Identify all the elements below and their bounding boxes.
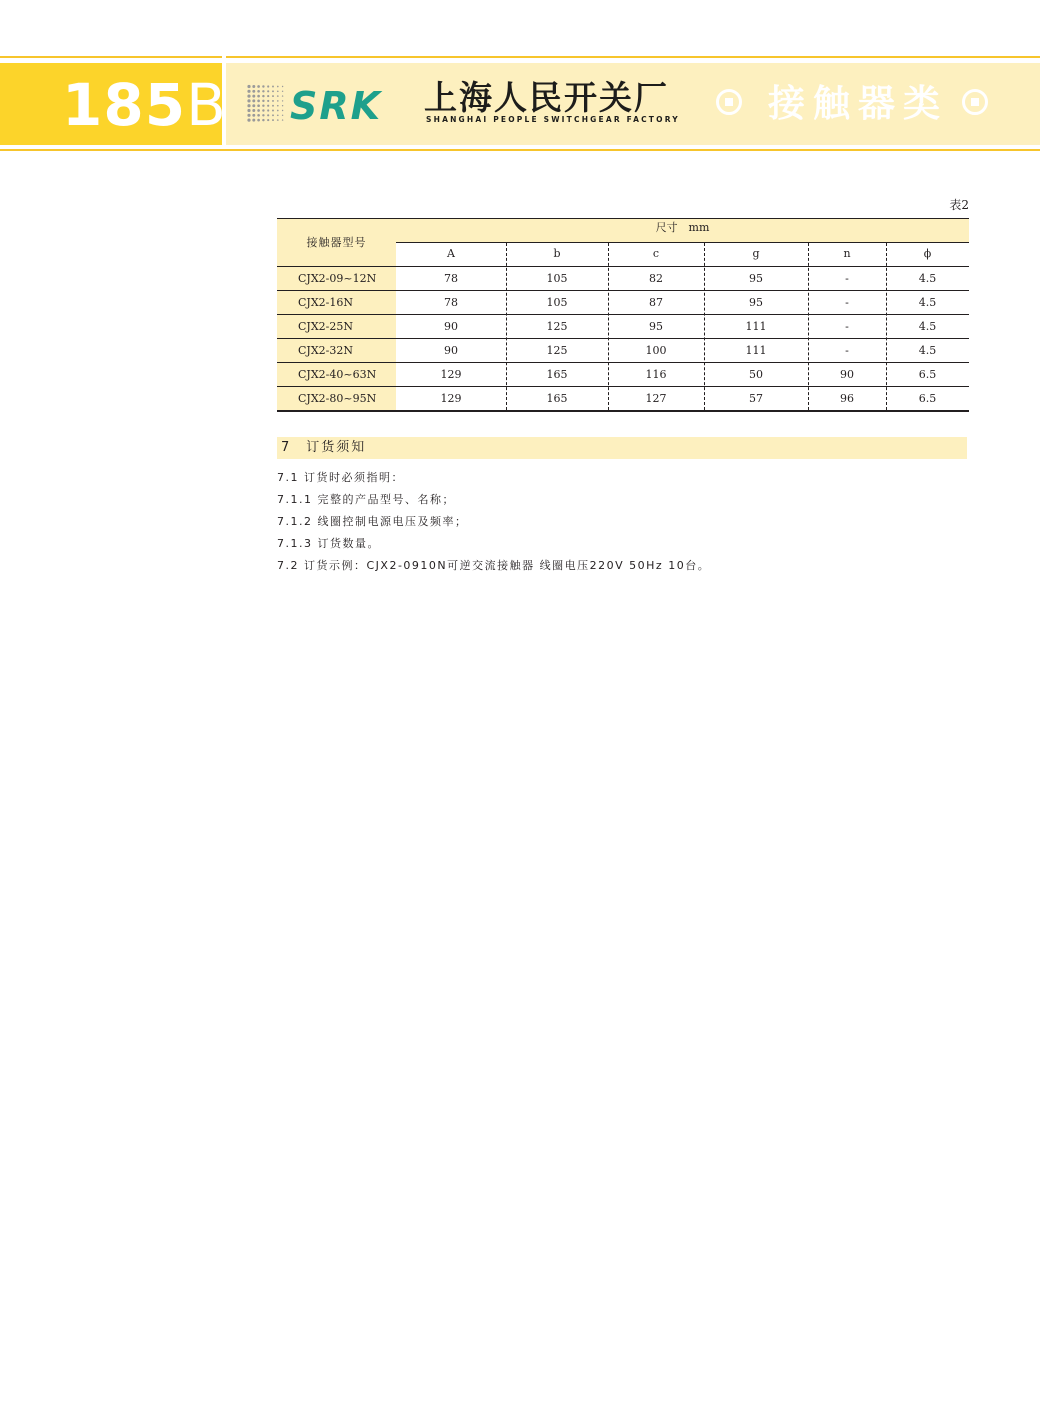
- table-cell: 90: [444, 344, 458, 357]
- column-header: A: [447, 247, 455, 260]
- column-header: ϕ: [923, 247, 932, 260]
- table-rule: [277, 410, 969, 412]
- category-title: 接触器类: [768, 82, 948, 125]
- company-name-cn: 上海人民开关厂: [424, 78, 669, 117]
- table-rule: [277, 362, 969, 363]
- column-header: b: [553, 247, 561, 260]
- table-cell: 50: [749, 368, 763, 381]
- table-rule: [396, 242, 969, 243]
- company-name-en: SHANGHAI PEOPLE SWITCHGEAR FACTORY: [426, 115, 680, 124]
- table-rule: [277, 266, 969, 267]
- page-number: 185B: [62, 71, 227, 139]
- model-cell: CJX2-40~63N: [277, 363, 396, 386]
- column-separator: [608, 243, 609, 410]
- column-header: n: [843, 247, 851, 260]
- ordering-line: 7.1 订货时必须指明：: [277, 471, 404, 484]
- table-cell: 87: [649, 296, 663, 309]
- table-rule: [277, 290, 969, 291]
- section-title: 7 订货须知: [281, 440, 367, 455]
- table-cell: 165: [546, 392, 568, 405]
- ordering-line: 7.1.3 订货数量。: [277, 537, 380, 550]
- dimension-group-header: 尺寸 mm: [396, 218, 969, 242]
- table-cell: 125: [546, 344, 568, 357]
- table-cell: 127: [645, 392, 667, 405]
- table-cell: 90: [444, 320, 458, 333]
- table-caption: 表2: [949, 198, 969, 212]
- table-cell: 4.5: [918, 320, 937, 333]
- table-cell: 111: [745, 320, 767, 333]
- table-cell: 129: [440, 368, 462, 381]
- table-cell: 57: [749, 392, 763, 405]
- model-column-header: 接触器型号: [277, 218, 396, 266]
- table-cell: 111: [745, 344, 767, 357]
- ordering-line: 7.1.1 完整的产品型号、名称；: [277, 493, 455, 506]
- column-separator: [506, 243, 507, 410]
- brand-logo: SRK: [290, 84, 383, 128]
- model-cell: CJX2-80~95N: [277, 387, 396, 410]
- dimension-header-row: [396, 242, 969, 266]
- column-header: g: [752, 247, 760, 260]
- table-cell: -: [845, 296, 849, 309]
- table-cell: 78: [444, 272, 458, 285]
- table-cell: -: [845, 272, 849, 285]
- column-separator: [704, 243, 705, 410]
- table-cell: 129: [440, 392, 462, 405]
- table-cell: 4.5: [918, 272, 937, 285]
- table-rule: [277, 386, 969, 387]
- table-cell: 165: [546, 368, 568, 381]
- model-cell: CJX2-25N: [277, 315, 396, 338]
- logo-dots-icon: [246, 84, 286, 122]
- ordering-line: 7.1.2 线圈控制电源电压及频率；: [277, 515, 468, 528]
- model-cell: CJX2-09~12N: [277, 267, 396, 290]
- page-suffix: B: [186, 71, 227, 139]
- ordering-line: 7.2 订货示例：CJX2-0910N可逆交流接触器 线圈电压220V 50Hz 10台。: [277, 559, 711, 572]
- table-cell: 96: [840, 392, 854, 405]
- category-bullet-icon: [962, 89, 988, 115]
- header-bottom-rule: [0, 149, 1040, 151]
- table-cell: 78: [444, 296, 458, 309]
- table-cell: 125: [546, 320, 568, 333]
- category-bullet-icon: [716, 89, 742, 115]
- table-rule: [277, 314, 969, 315]
- table-cell: -: [845, 344, 849, 357]
- table-rule: [277, 338, 969, 339]
- column-header: c: [652, 247, 660, 260]
- table-cell: 90: [840, 368, 854, 381]
- table-cell: -: [845, 320, 849, 333]
- table-rule: [277, 218, 969, 219]
- model-cell: CJX2-32N: [277, 339, 396, 362]
- table-cell: 6.5: [918, 392, 937, 405]
- section-title-bar: [277, 437, 967, 459]
- table-cell: 4.5: [918, 296, 937, 309]
- header-top-rule: [0, 56, 1040, 58]
- model-cell: CJX2-16N: [277, 291, 396, 314]
- table-cell: 116: [645, 368, 667, 381]
- column-separator: [886, 243, 887, 410]
- table-cell: 82: [649, 272, 663, 285]
- table-cell: 4.5: [918, 344, 937, 357]
- table-cell: 105: [546, 296, 568, 309]
- table-cell: 95: [749, 296, 763, 309]
- column-separator: [808, 243, 809, 410]
- table-cell: 100: [645, 344, 667, 357]
- table-cell: 105: [546, 272, 568, 285]
- table-cell: 95: [749, 272, 763, 285]
- table-cell: 6.5: [918, 368, 937, 381]
- table-cell: 95: [649, 320, 663, 333]
